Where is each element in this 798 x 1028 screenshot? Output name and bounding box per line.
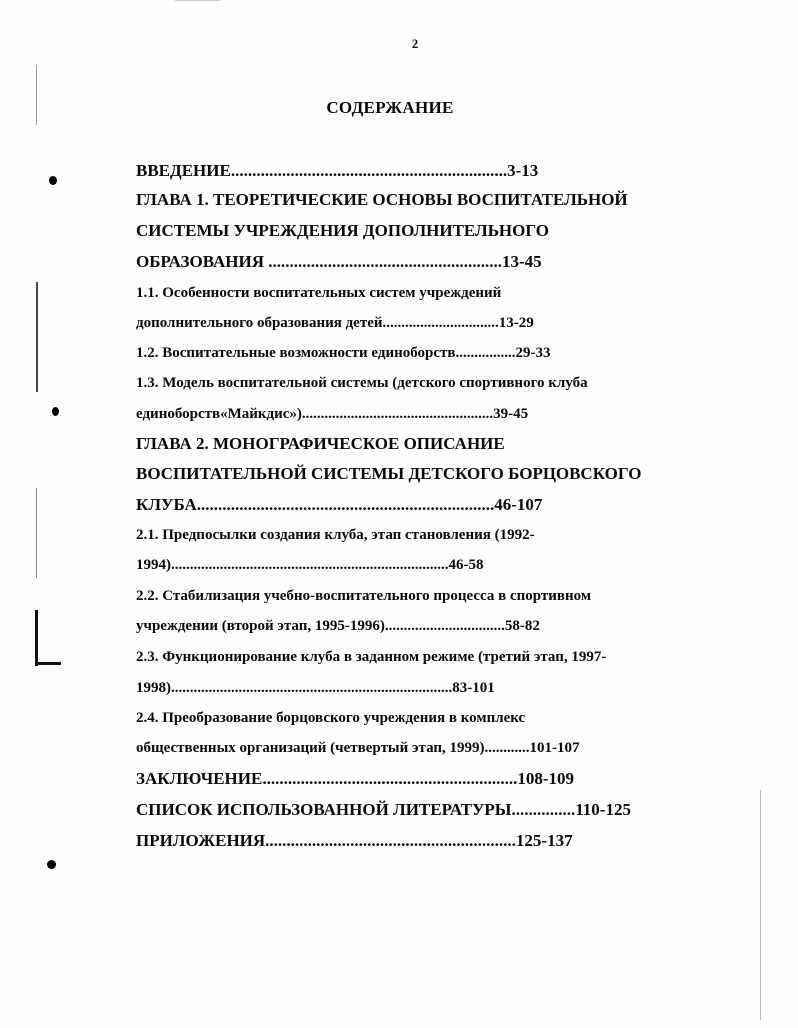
page-title: СОДЕРЖАНИЕ [326,98,454,117]
toc-entry: 2.2. Стабилизация учебно-воспитательного процесса в спортивном [136,588,592,604]
toc-entry: ОБРАЗОВАНИЯ .......................................................13-45 [136,252,542,271]
scan-edge-mark [36,282,38,392]
toc-entry: 1.3. Модель воспитательной системы (детского спортивного клуба [136,375,588,391]
scan-edge-mark [760,790,761,1020]
toc-entry: СИСТЕМЫ УЧРЕЖДЕНИЯ ДОПОЛНИТЕЛЬНОГО [136,221,549,240]
punch-hole-mark [49,176,57,185]
toc-entry: 1998)...........................................................................83-101 [136,680,495,696]
scan-edge-mark [35,610,38,666]
toc-entry: 2.1. Предпосылки создания клуба, этап становления (1992- [136,527,535,543]
toc-entry: 2.4. Преобразование борцовского учреждения в комплекс [136,710,526,726]
toc-entry: ПРИЛОЖЕНИЯ...........................................................125-137 [136,831,573,850]
punch-hole-mark [47,860,56,869]
page-number: 2 [411,36,419,51]
scan-edge-mark [36,488,37,578]
toc-entry: СПИСОК ИСПОЛЬЗОВАННОЙ ЛИТЕРАТУРЫ...............110-125 [136,800,631,819]
toc-entry: ГЛАВА 2. МОНОГРАФИЧЕСКОЕ ОПИСАНИЕ [136,434,505,453]
toc-entry: 2.3. Функционирование клуба в заданном режиме (третий этап, 1997- [136,649,607,665]
toc-entry: ЗАКЛЮЧЕНИЕ............................................................108-109 [136,769,574,788]
toc-entry: общественных организаций (четвертый этап, 1999)............101-107 [136,740,580,756]
scan-edge-mark [175,0,220,1]
toc-entry: единоборств«Майкдис»)...................................................39-45 [136,406,529,422]
toc-entry: ГЛАВА 1. ТЕОРЕТИЧЕСКИЕ ОСНОВЫ ВОСПИТАТЕЛЬНОЙ [136,190,628,209]
toc-entry: ВВЕДЕНИЕ.................................................................3-13 [136,161,539,180]
punch-hole-mark [52,407,59,416]
scan-edge-mark [35,662,61,665]
toc-entry: учреждении (второй этап, 1995-1996)................................58-82 [136,618,540,634]
toc-entry: 1.1. Особенности воспитательных систем учреждений [136,285,502,301]
toc-entry: 1994)..........................................................................46-58 [136,557,484,573]
toc-entry: ВОСПИТАТЕЛЬНОЙ СИСТЕМЫ ДЕТСКОГО БОРЦОВСКОГО [136,464,642,483]
toc-entry: КЛУБА......................................................................46-107 [136,495,543,514]
toc-entry: дополнительного образования детей...............................13-29 [136,315,534,331]
toc-entry: 1.2. Воспитательные возможности единоборств................29-33 [136,345,551,361]
